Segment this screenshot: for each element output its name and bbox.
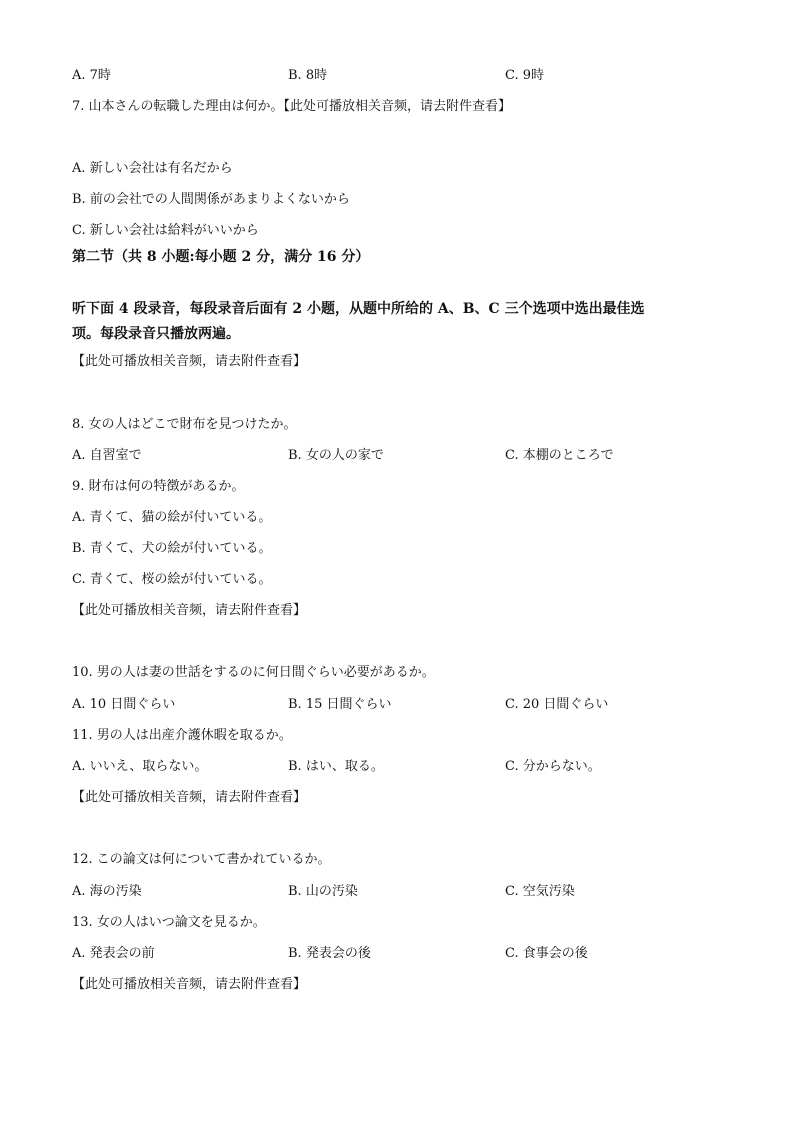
q13-question: 13. 女の人はいつ論文を見るか。 bbox=[72, 915, 266, 930]
q8-options bbox=[72, 447, 722, 465]
audio-note-4: 【此处可播放相关音频，请去附件查看】 bbox=[72, 977, 307, 992]
q11-question: 11. 男の人は出産介護休暇を取るか。 bbox=[72, 728, 292, 743]
q9-option-c: C. 青くて、桜の絵が付いている。 bbox=[72, 572, 272, 587]
audio-note-1: 【此处可播放相关音频，请去附件查看】 bbox=[72, 354, 307, 369]
q6-option-c: C. 9時 bbox=[505, 68, 545, 83]
q12-option-c: C. 空気汚染 bbox=[505, 884, 575, 899]
q12-options bbox=[72, 883, 722, 901]
q13-option-b: B. 発表会の後 bbox=[288, 946, 371, 961]
q6-options bbox=[72, 67, 722, 85]
q13-option-c: C. 食事会の後 bbox=[505, 946, 588, 961]
audio-note-2: 【此处可播放相关音频，请去附件查看】 bbox=[72, 603, 307, 618]
q7-option-c: C. 新しい会社は給料がいいから bbox=[72, 223, 259, 238]
q8-question: 8. 女の人はどこで財布を見つけたか。 bbox=[72, 417, 297, 432]
q10-option-b: B. 15 日間ぐらい bbox=[288, 697, 392, 712]
q11-options bbox=[72, 758, 722, 776]
q10-question: 10. 男の人は妻の世話をするのに何日間ぐらい必要があるか。 bbox=[72, 665, 435, 680]
q6-option-b: B. 8時 bbox=[288, 68, 328, 83]
section2-instruction-line1: 听下面 4 段录音，每段录音后面有 2 小题，从题中所给的 A、B、C 三个选项中选出最佳选 bbox=[72, 301, 645, 317]
section2-instruction-line2: 项。每段录音只播放两遍。 bbox=[72, 326, 240, 342]
q11-option-a: A. いいえ、取らない。 bbox=[72, 759, 208, 774]
q9-question: 9. 財布は何の特徴があるか。 bbox=[72, 479, 245, 494]
q12-question: 12. この論文は何について書かれているか。 bbox=[72, 852, 331, 867]
audio-note-3: 【此处可播放相关音频，请去附件查看】 bbox=[72, 790, 307, 805]
q7-option-a: A. 新しい会社は有名だから bbox=[72, 161, 233, 176]
q6-option-a: A. 7時 bbox=[72, 68, 111, 83]
q7-question: 7. 山本さんの転職した理由は何か。【此处可播放相关音频，请去附件查看】 bbox=[72, 99, 512, 114]
q11-option-b: B. はい、取る。 bbox=[288, 759, 384, 774]
q13-options bbox=[72, 945, 722, 963]
q8-option-b: B. 女の人の家で bbox=[288, 448, 384, 463]
q8-option-c: C. 本棚のところで bbox=[505, 448, 614, 463]
q10-option-a: A. 10 日間ぐらい bbox=[72, 697, 176, 712]
q10-options bbox=[72, 696, 722, 714]
q7-option-b: B. 前の会社での人間関係があまりよくないから bbox=[72, 192, 350, 207]
q9-option-b: B. 青くて、犬の絵が付いている。 bbox=[72, 541, 272, 556]
q8-option-a: A. 自習室で bbox=[72, 448, 142, 463]
q10-option-c: C. 20 日間ぐらい bbox=[505, 697, 609, 712]
q11-option-c: C. 分からない。 bbox=[505, 759, 601, 774]
q13-option-a: A. 発表会の前 bbox=[72, 946, 155, 961]
section2-heading: 第二节（共 8 小题:每小题 2 分，满分 16 分） bbox=[72, 249, 370, 265]
q12-option-b: B. 山の汚染 bbox=[288, 884, 358, 899]
q12-option-a: A. 海の汚染 bbox=[72, 884, 142, 899]
q9-option-a: A. 青くて、猫の絵が付いている。 bbox=[72, 510, 272, 525]
